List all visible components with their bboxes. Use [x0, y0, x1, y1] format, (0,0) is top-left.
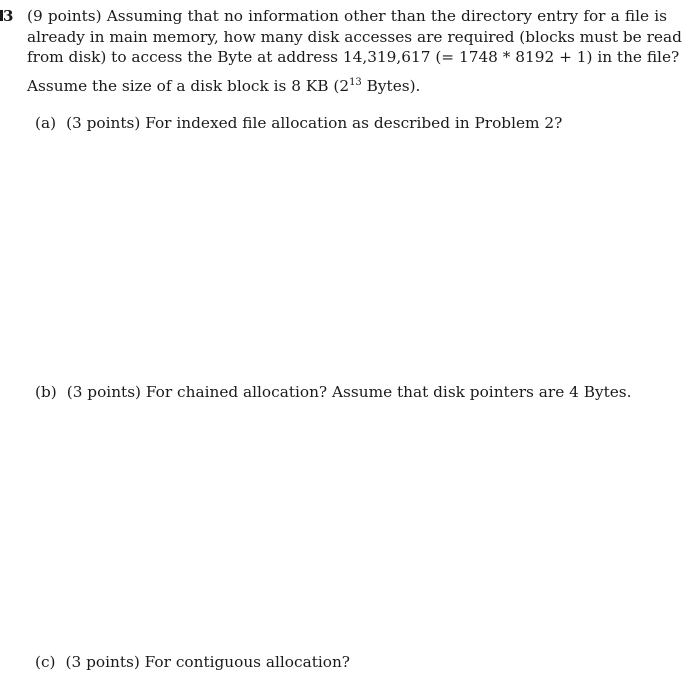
assumption-suffix: Bytes). — [361, 77, 421, 95]
part-a — [35, 113, 562, 133]
problem-line-2: already in main memory, how many disk accesses are required (blocks must be read — [27, 27, 682, 46]
problem-number: 3 — [3, 7, 14, 25]
problem-statement — [27, 6, 682, 68]
part-c — [35, 652, 350, 672]
part-b-label: (b) — [35, 383, 57, 401]
problem-line-3: from disk) to access the Byte at address 14,319,617 (= 1748 * 8192 + 1) in the file? — [27, 48, 680, 66]
part-a-label: (a) — [35, 114, 57, 132]
part-b-text: (3 points) For chained allocation? Assume that disk pointers are 4 Bytes. — [66, 383, 632, 401]
part-c-label: (c) — [35, 653, 56, 671]
part-b — [35, 382, 632, 402]
part-a-text: (3 points) For indexed file allocation as described in Problem 2? — [66, 114, 563, 132]
part-c-text: (3 points) For contiguous allocation? — [65, 653, 351, 671]
problem-line-1: (9 points) Assuming that no information other than the directory entry for a file is — [27, 7, 667, 25]
block-size-assumption — [27, 73, 420, 96]
assumption-exponent: 13 — [349, 77, 362, 88]
assumption-prefix: Assume the size of a disk block is 8 KB (2 — [27, 77, 350, 95]
